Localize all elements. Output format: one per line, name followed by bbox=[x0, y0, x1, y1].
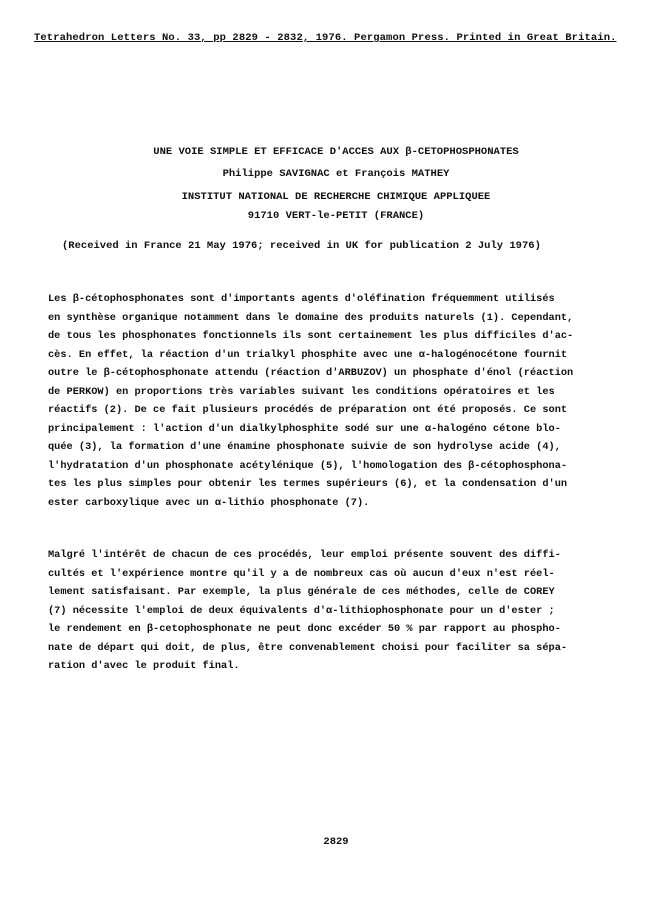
received-dates: (Received in France 21 May 1976; received in UK for publication 2 July 1976) bbox=[62, 240, 541, 252]
paragraph-line: principalement : l'action d'un dialkylphosphite sodé sur une α-halogéno cétone blo- bbox=[48, 422, 561, 435]
page-number: 2829 bbox=[323, 836, 349, 848]
paragraph-line: ester carboxylique avec un α-lithio phosphonate (7). bbox=[48, 496, 370, 509]
paragraph-line: (7) nécessite l'emploi de deux équivalents d'α-lithiophosphonate pour un d'ester ; bbox=[48, 604, 555, 617]
authors: Philippe SAVIGNAC et François MATHEY bbox=[222, 168, 450, 180]
paragraph-line: Malgré l'intérêt de chacun de ces procédés, leur emploi présente souvent des diffi- bbox=[48, 549, 561, 561]
paragraph-line: de PERKOW) en proportions très variables suivant les conditions opératoires et les bbox=[48, 385, 555, 398]
journal-citation-header: Tetrahedron Letters No. 33, pp 2829 - 2832, 1976. Pergamon Press. Printed in Great Britain. bbox=[34, 32, 617, 44]
paragraph-line: réactifs (2). De ce fait plusieurs procédés de préparation ont été proposés. Ce sont bbox=[48, 404, 568, 416]
paragraph-1 bbox=[48, 290, 608, 512]
paragraph-line: Les β-cétophosphonates sont d'importants agents d'oléfination fréquemment utilisés bbox=[48, 293, 555, 305]
paragraph-line: quée (3), la formation d'une énamine phosphonate suivie de son hydrolyse acide (4), bbox=[48, 441, 561, 453]
article-title: UNE VOIE SIMPLE ET EFFICACE D'ACCES AUX β-CETOPHOSPHONATES bbox=[153, 146, 519, 158]
paragraph-line: tes les plus simples pour obtenir les termes supérieurs (6), et la condensation d'un bbox=[48, 478, 568, 490]
paragraph-line: lement satisfaisant. Par exemple, la plus générale de ces méthodes, celle de COREY bbox=[48, 586, 555, 598]
paragraph-line: en synthèse organique notamment dans le domaine des produits naturels (1). Cependant, bbox=[48, 311, 574, 324]
paragraph-line: cultés et l'expérience montre qu'il y a de nombreux cas où aucun d'eux n'est réel- bbox=[48, 567, 555, 580]
institution: INSTITUT NATIONAL DE RECHERCHE CHIMIQUE APPLIQUEE bbox=[181, 191, 491, 203]
paragraph-line: cès. En effet, la réaction d'un trialkyl phosphite avec une α-halogénocétone fournit bbox=[48, 348, 568, 361]
paragraph-line: ration d'avec le produit final. bbox=[48, 660, 240, 672]
paragraph-line: le rendement en β-cetophosphonate ne peut donc excéder 50 % par rapport au phospho- bbox=[48, 623, 561, 635]
paragraph-2 bbox=[48, 546, 608, 676]
address: 91710 VERT-le-PETIT (FRANCE) bbox=[247, 210, 425, 222]
paragraph-line: l'hydratation d'un phosphonate acétylénique (5), l'homologation des β-cétophosphona- bbox=[48, 459, 568, 472]
paragraph-line: de tous les phosphonates fonctionnels ils sont certainement les plus difficiles d'ac- bbox=[48, 330, 574, 342]
paragraph-line: nate de départ qui doit, de plus, être convenablement choisi pour faciliter sa sépa- bbox=[48, 641, 568, 654]
paragraph-line: outre le β-cétophosphonate attendu (réaction d'ARBUZOV) un phosphate d'énol (réaction bbox=[48, 367, 574, 379]
